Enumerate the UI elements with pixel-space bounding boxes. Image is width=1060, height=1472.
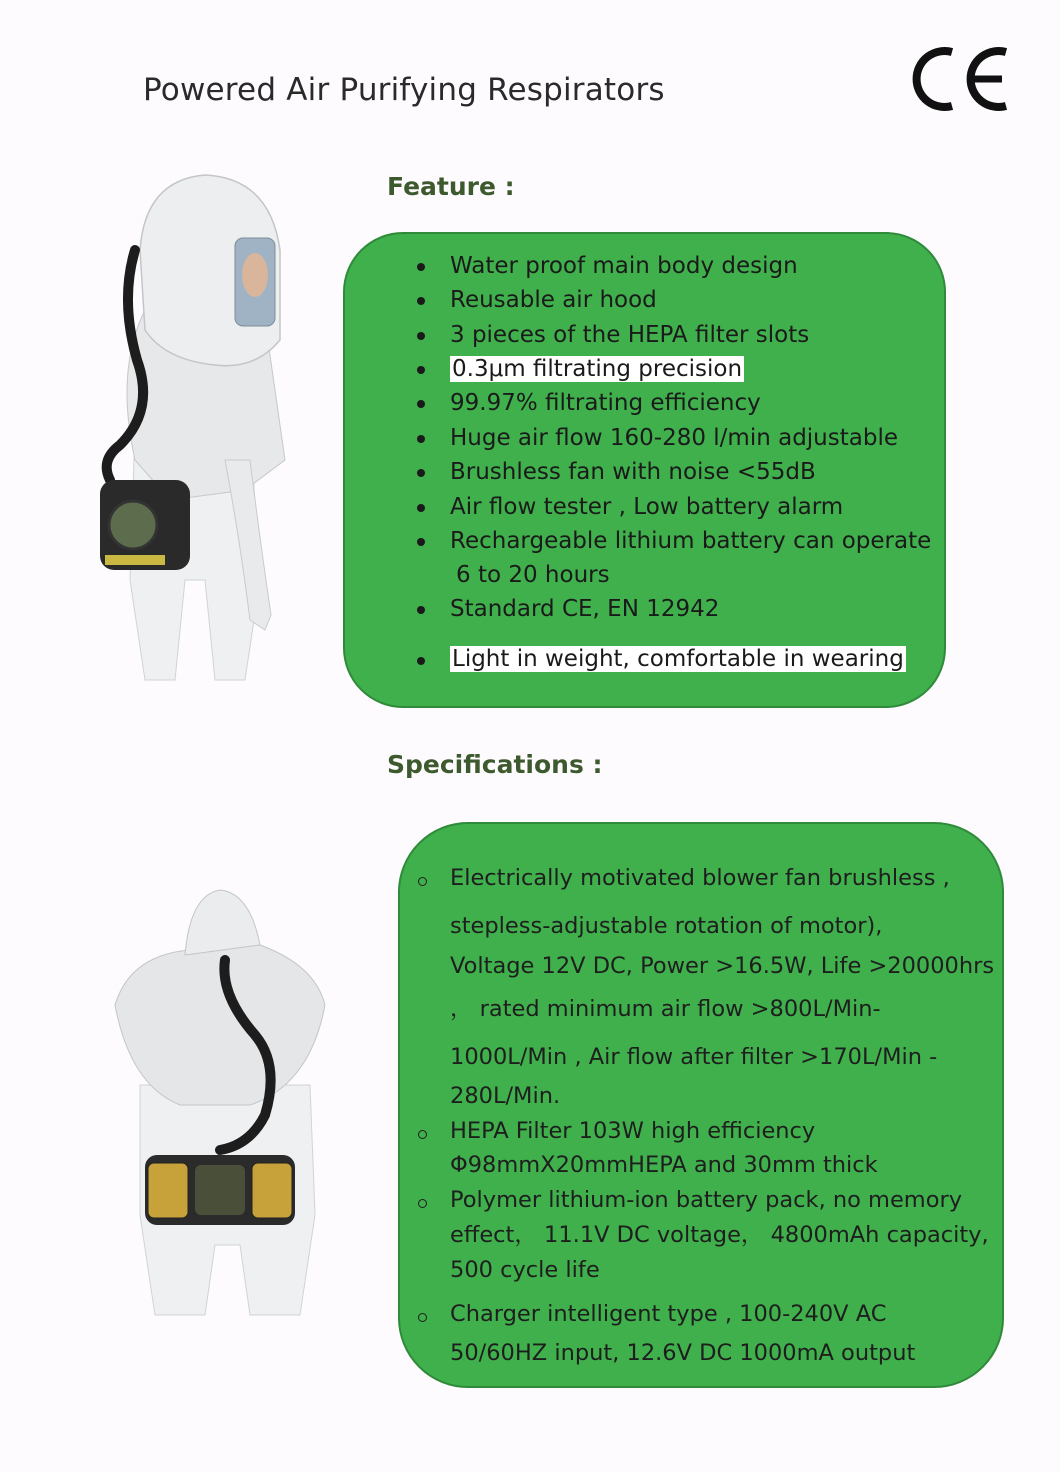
bullet-icon: [417, 400, 425, 408]
bullet-icon: [417, 263, 425, 271]
feature-item: Water proof main body design: [450, 253, 798, 279]
bullet-icon: [417, 469, 425, 477]
spec-line: 50/60HZ input, 12.6V DC 1000mA output: [450, 1340, 916, 1366]
feature-item-continuation: 6 to 20 hours: [456, 562, 610, 588]
circle-bullet-icon: [418, 1199, 427, 1208]
spec-line: 1000L/Min , Air flow after filter >170L/Min -: [450, 1044, 938, 1070]
feature-item: [450, 354, 744, 384]
feature-item: Air flow tester , Low battery alarm: [450, 494, 844, 520]
highlighted-text: 0.3μm filtrating precision: [452, 356, 743, 382]
spec-line: 280L/Min.: [450, 1083, 561, 1109]
feature-item: Standard CE, EN 12942: [450, 596, 720, 622]
feature-item: Rechargeable lithium battery can operate: [450, 528, 932, 554]
page-title: Powered Air Purifying Respirators: [143, 72, 665, 108]
respirator-back-photo: [100, 885, 350, 1325]
feature-heading: Feature :: [387, 172, 515, 201]
spec-line: effect， 11.1V DC voltage， 4800mAh capacity,: [450, 1222, 989, 1248]
bullet-icon: [417, 504, 425, 512]
bullet-icon: [417, 606, 425, 614]
bullet-icon: [417, 657, 425, 665]
spec-line: Voltage 12V DC, Power >16.5W, Life >20000hrs: [450, 953, 995, 979]
circle-bullet-icon: [418, 877, 427, 886]
feature-item: Reusable air hood: [450, 287, 657, 313]
spec-line: Charger intelligent type , 100-240V AC: [450, 1301, 887, 1327]
feature-item: Brushless fan with noise <55dB: [450, 459, 816, 485]
feature-item: 3 pieces of the HEPA filter slots: [450, 322, 810, 348]
highlighted-text: Light in weight, comfortable in wearing: [452, 646, 904, 672]
spec-line: 500 cycle life: [450, 1257, 600, 1283]
bullet-icon: [417, 538, 425, 546]
feature-item: Huge air flow 160-280 l/min adjustable: [450, 425, 898, 451]
bullet-icon: [417, 435, 425, 443]
circle-bullet-icon: [418, 1313, 427, 1322]
spec-line: Electrically motivated blower fan brushless ,: [450, 865, 950, 891]
respirator-front-photo: [75, 160, 305, 690]
feature-item: [450, 644, 906, 674]
feature-item: 99.97% filtrating efficiency: [450, 390, 761, 416]
spec-line: HEPA Filter 103W high efficiency: [450, 1118, 816, 1144]
specifications-heading: Specifications :: [387, 750, 603, 779]
spec-line: Polymer lithium-ion battery pack, no memory: [450, 1187, 963, 1213]
ce-mark-logo: [912, 44, 1012, 114]
bullet-icon: [417, 297, 425, 305]
spec-line: ， rated minimum air flow >800L/Min-: [450, 996, 881, 1022]
circle-bullet-icon: [418, 1130, 427, 1139]
bullet-icon: [417, 332, 425, 340]
bullet-icon: [417, 366, 425, 374]
spec-line: Φ98mmX20mmHEPA and 30mm thick: [450, 1152, 878, 1178]
spec-line: stepless-adjustable rotation of motor),: [450, 913, 883, 939]
